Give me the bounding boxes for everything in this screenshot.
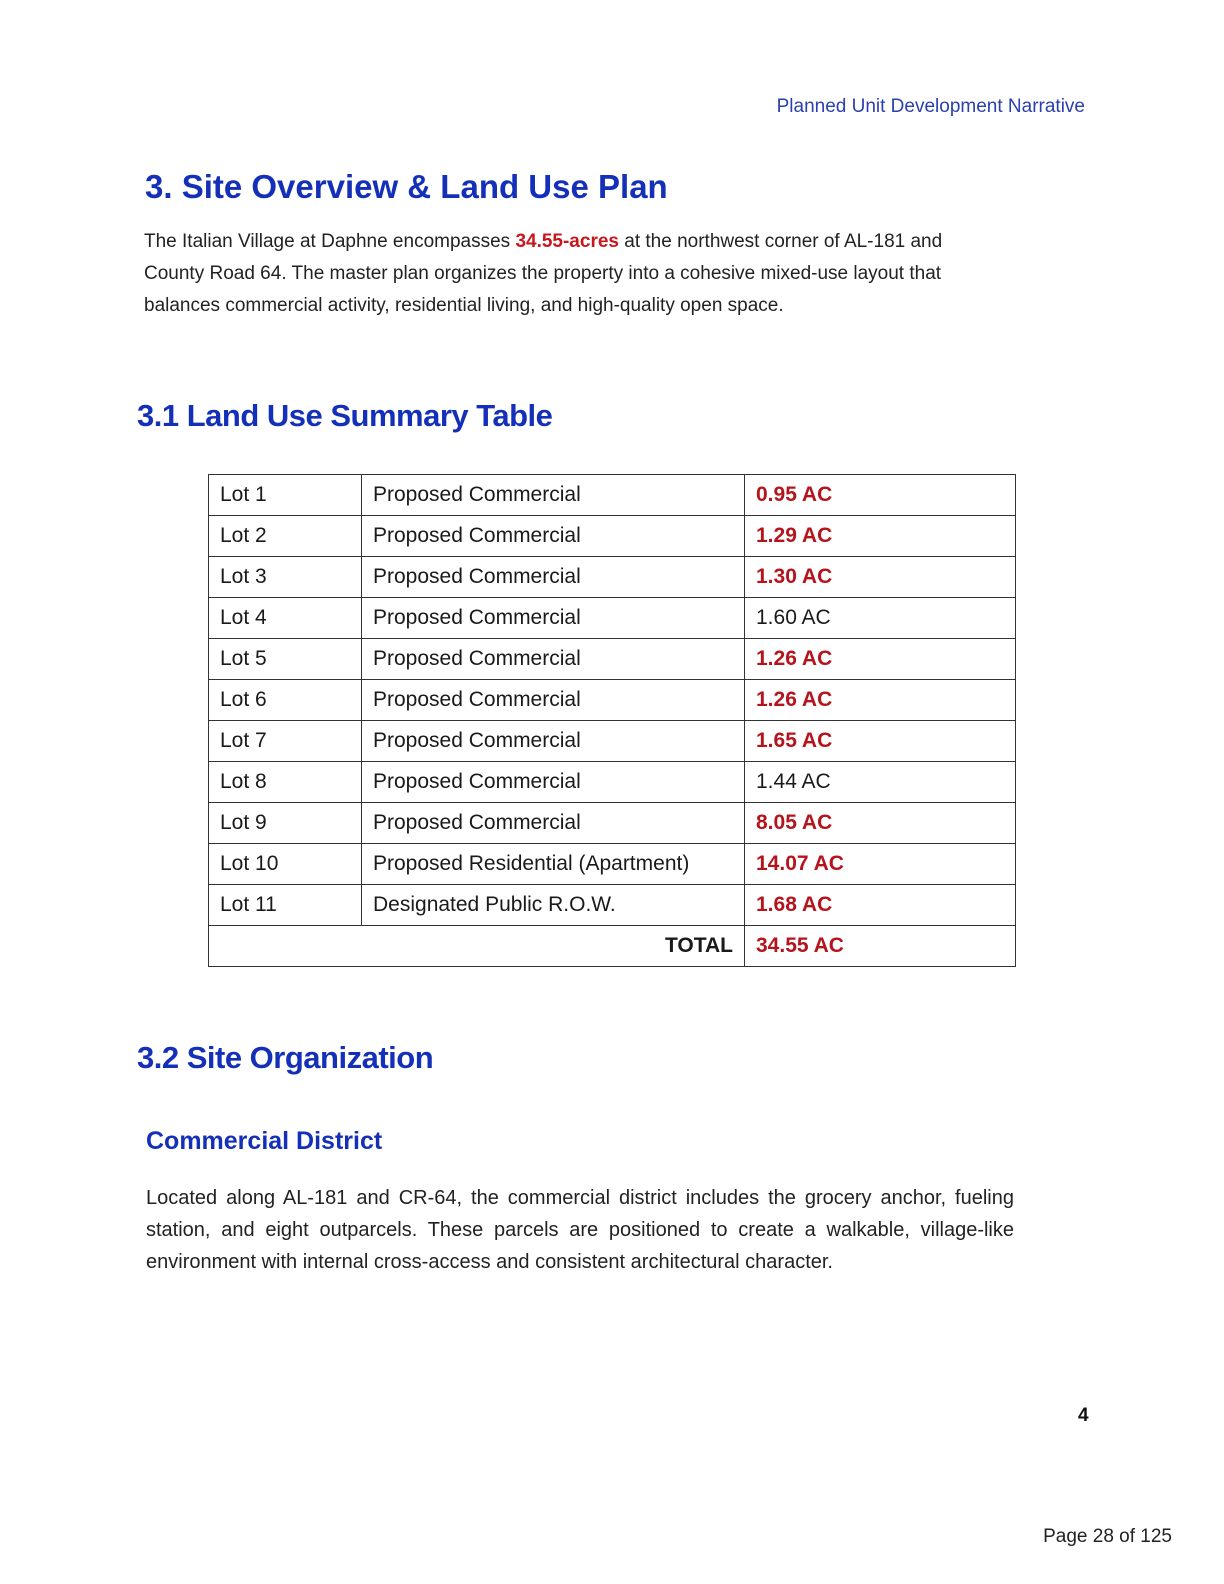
lot-cell: Lot 10 (209, 844, 362, 885)
table-row (209, 598, 1016, 639)
table-row (209, 803, 1016, 844)
use-cell: Proposed Commercial (362, 803, 745, 844)
table-row (209, 762, 1016, 803)
intro-text-end: at the northwest corner of AL-181 and County Road 64. The master plan organizes the property into a cohesive mixed-use layout that balances commercial activity, residential living, and high-quality open space. (144, 231, 943, 316)
running-header: Planned Unit Development Narrative (776, 96, 1085, 117)
area-cell: 8.05 AC (745, 803, 1016, 844)
lot-cell: Lot 4 (209, 598, 362, 639)
use-cell: Proposed Commercial (362, 721, 745, 762)
intro-paragraph (144, 226, 1004, 322)
table-row (209, 721, 1016, 762)
total-value: 34.55 AC (745, 926, 1016, 967)
area-cell: 1.26 AC (745, 639, 1016, 680)
table-row (209, 516, 1016, 557)
use-cell: Proposed Commercial (362, 516, 745, 557)
page-of-footer: Page 28 of 125 (1043, 1526, 1172, 1547)
section-title: 3. Site Overview & Land Use Plan (145, 168, 668, 205)
area-cell: 1.30 AC (745, 557, 1016, 598)
lot-cell: Lot 3 (209, 557, 362, 598)
commercial-district-heading: Commercial District (146, 1127, 383, 1155)
use-cell: Proposed Commercial (362, 680, 745, 721)
use-cell: Proposed Commercial (362, 639, 745, 680)
table-total-row (209, 926, 1016, 967)
area-cell: 14.07 AC (745, 844, 1016, 885)
land-use-table-title: 3.1 Land Use Summary Table (137, 398, 553, 433)
lot-cell: Lot 2 (209, 516, 362, 557)
lot-cell: Lot 9 (209, 803, 362, 844)
area-cell: 1.68 AC (745, 885, 1016, 926)
site-organization-title: 3.2 Site Organization (137, 1040, 434, 1075)
total-label: TOTAL (209, 926, 745, 967)
use-cell: Designated Public R.O.W. (362, 885, 745, 926)
land-use-table-body (209, 475, 1016, 926)
intro-text-start: The Italian Village at Daphne encompasses (144, 231, 516, 252)
use-cell: Proposed Commercial (362, 762, 745, 803)
use-cell: Proposed Commercial (362, 598, 745, 639)
lot-cell: Lot 8 (209, 762, 362, 803)
table-row (209, 885, 1016, 926)
lot-cell: Lot 6 (209, 680, 362, 721)
area-cell: 1.65 AC (745, 721, 1016, 762)
commercial-district-text: Located along AL-181 and CR-64, the commercial district includes the grocery anchor, fueling station, and eight outparcels. These parcels are positioned to create a walkable, village-like environment with internal cross-access and consistent architectural character. (146, 1187, 1014, 1273)
lot-cell: Lot 7 (209, 721, 362, 762)
area-cell: 1.29 AC (745, 516, 1016, 557)
use-cell: Proposed Commercial (362, 557, 745, 598)
page-number: 4 (1078, 1405, 1089, 1426)
area-cell: 1.60 AC (745, 598, 1016, 639)
land-use-summary-table (208, 474, 1016, 967)
table-row (209, 475, 1016, 516)
use-cell: Proposed Residential (Apartment) (362, 844, 745, 885)
use-cell: Proposed Commercial (362, 475, 745, 516)
area-cell: 1.44 AC (745, 762, 1016, 803)
acreage-highlight: 34.55-acres (515, 231, 619, 252)
lot-cell: Lot 1 (209, 475, 362, 516)
table-row (209, 844, 1016, 885)
area-cell: 1.26 AC (745, 680, 1016, 721)
lot-cell: Lot 11 (209, 885, 362, 926)
table-row (209, 557, 1016, 598)
area-cell: 0.95 AC (745, 475, 1016, 516)
table-row (209, 680, 1016, 721)
lot-cell: Lot 5 (209, 639, 362, 680)
table-row (209, 639, 1016, 680)
